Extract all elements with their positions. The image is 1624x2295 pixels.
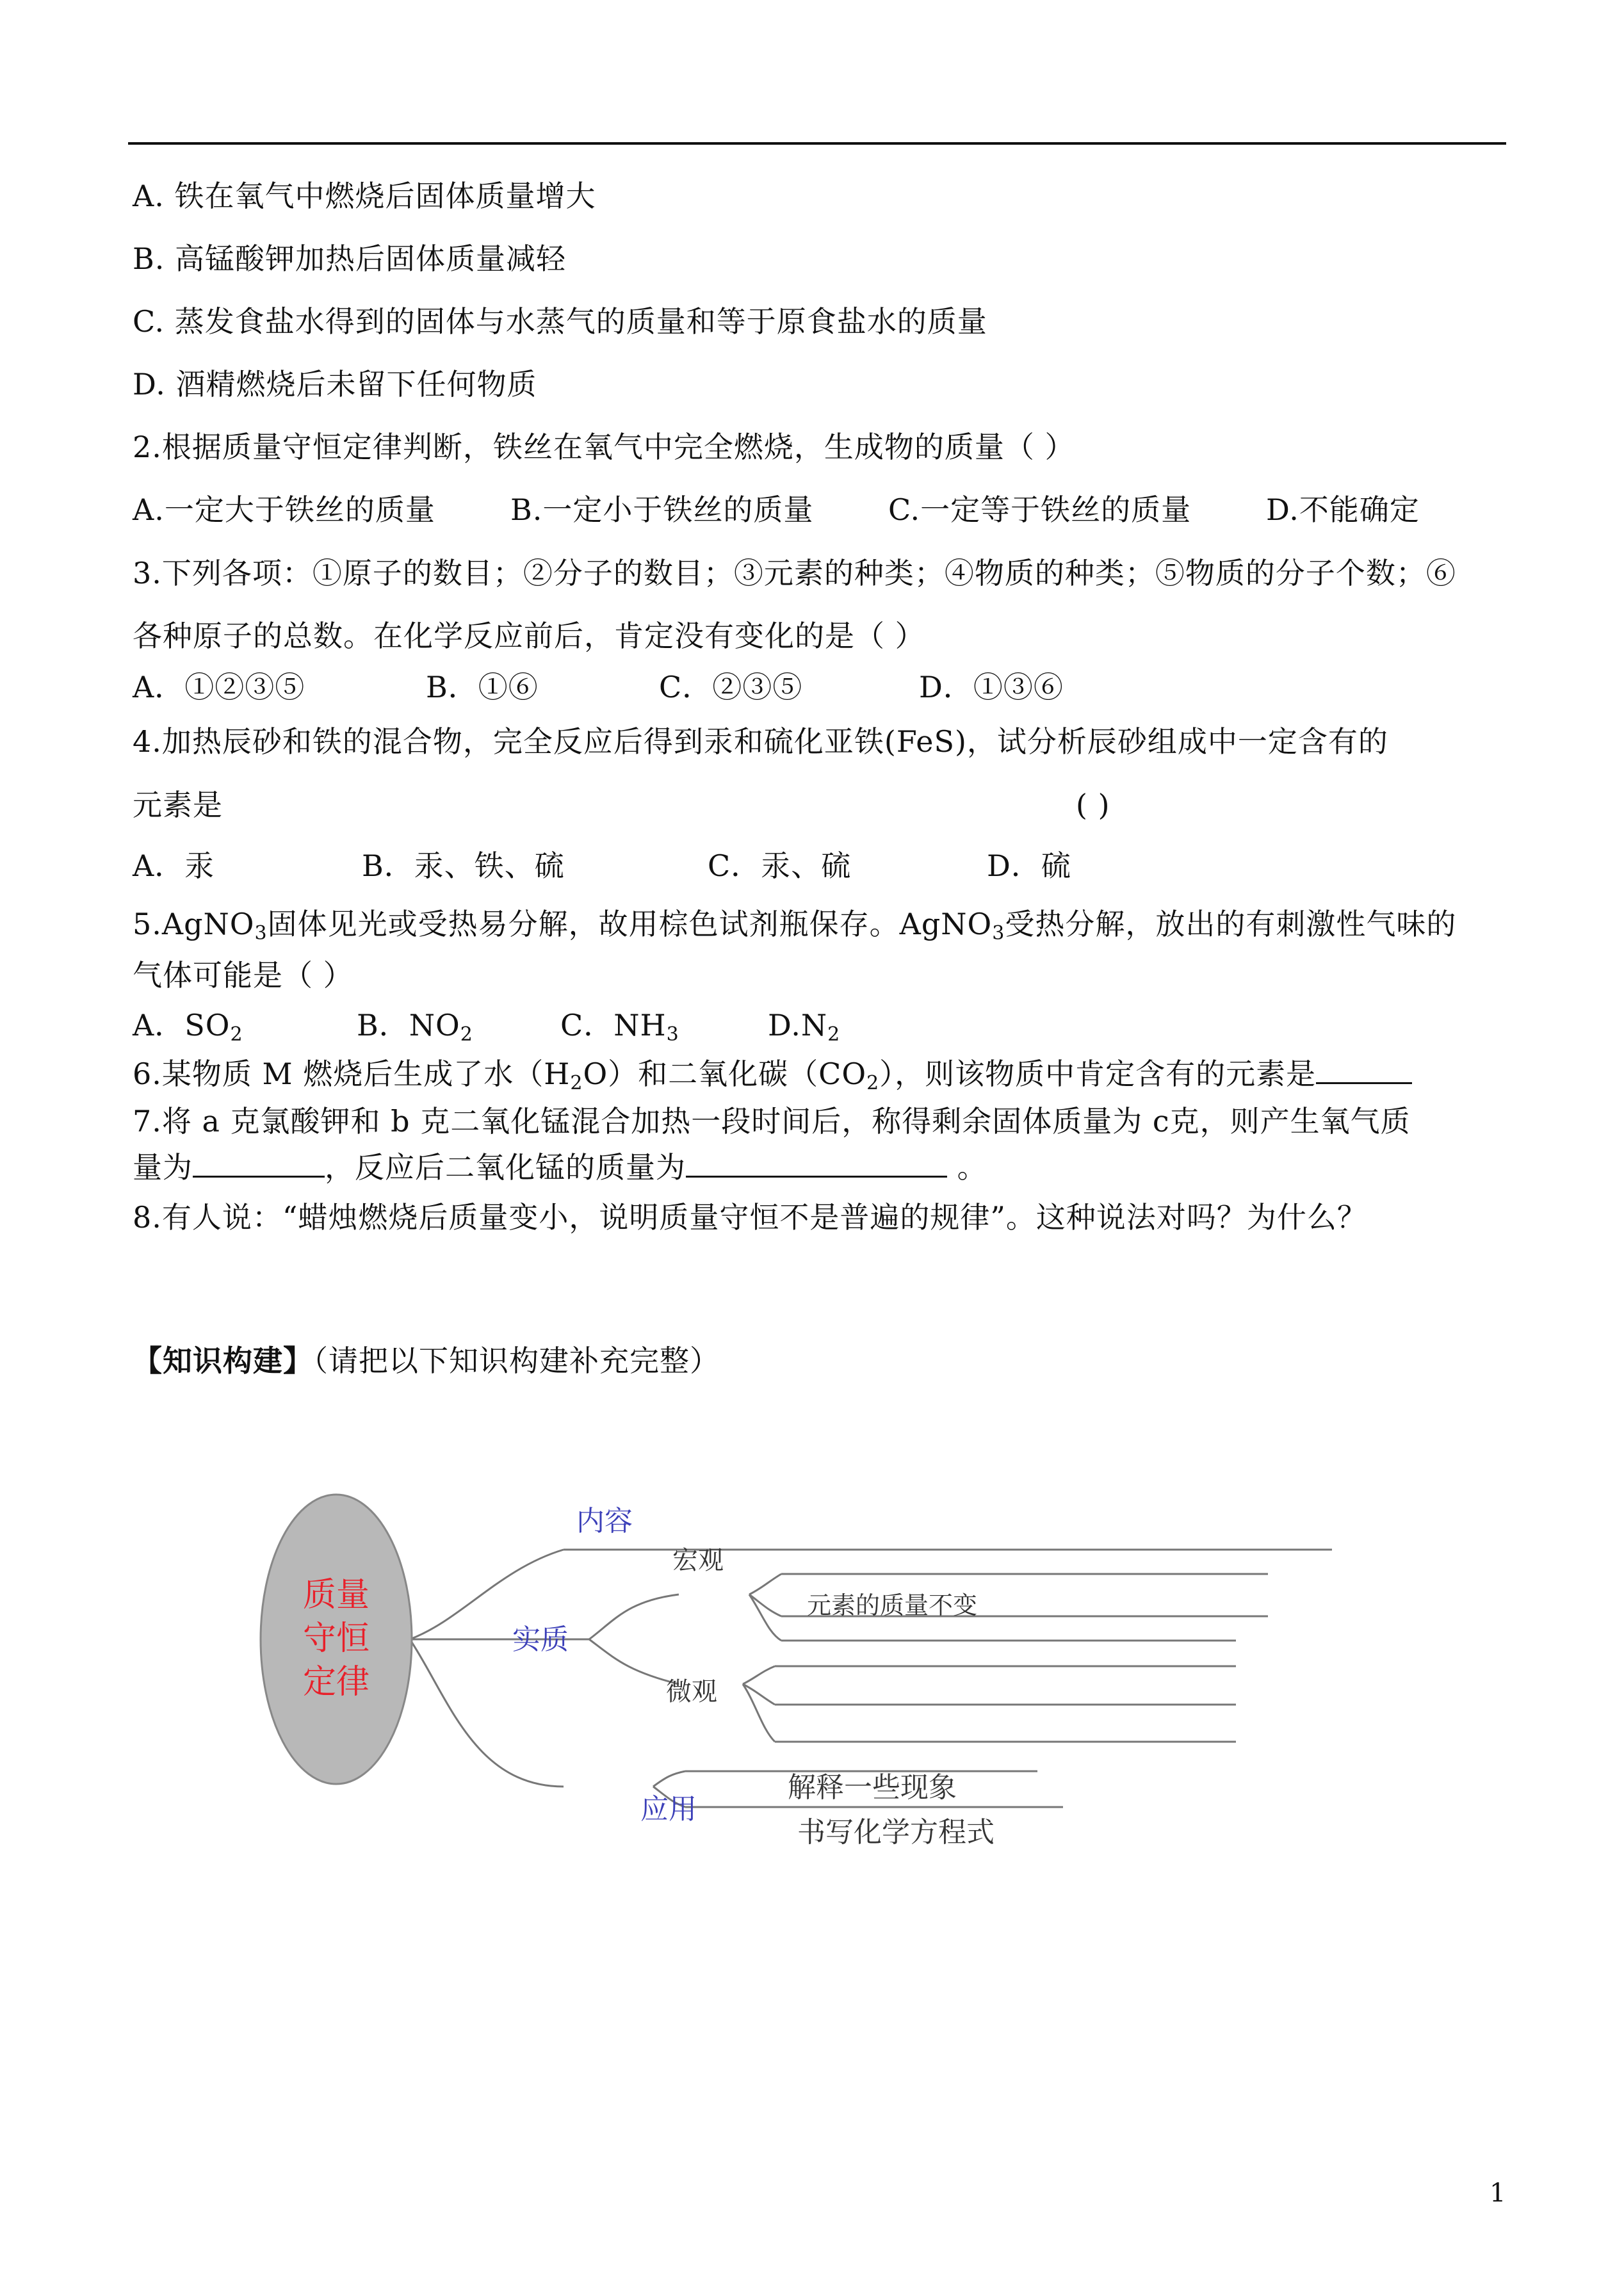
page-number: 1 xyxy=(1490,2178,1506,2208)
q4-answer-bracket: ( ) xyxy=(1076,788,1110,822)
q5-option-b: B．$NO_2$ xyxy=(357,1008,473,1046)
q5-stem-line2: 气体可能是（ ） xyxy=(133,958,353,993)
branch-line-micro xyxy=(589,1639,679,1684)
macro-item-label: 元素的质量不变 xyxy=(807,1591,978,1619)
center-label-line3: 定律 xyxy=(302,1663,370,1701)
branch-label-content: 内容 xyxy=(576,1505,633,1537)
center-label-line2: 守恒 xyxy=(302,1619,370,1658)
q4-option-d: D．硫 xyxy=(987,848,1071,883)
q3-stem-line1: 3.下列各项：①原子的数目；②分子的数目；③元素的种类；④物质的种类；⑤物质的分子个数；⑥ xyxy=(133,556,1456,590)
center-label-line1: 质量 xyxy=(302,1576,370,1614)
q4-stem-line2: 元素是 xyxy=(133,788,223,822)
q1-option-a: A. 铁在氧气中燃烧后固体质量增大 xyxy=(133,179,596,213)
q1-option-c: C. 蒸发食盐水得到的固体与水蒸气的质量和等于原食盐水的质量 xyxy=(133,304,987,339)
q4-stem-line1: 4.加热辰砂和铁的混合物，完全反应后得到汞和硫化亚铁(FeS)，试分析辰砂组成中一定含有的 xyxy=(133,724,1388,759)
q4-options xyxy=(133,847,1071,884)
header-rule xyxy=(128,142,1506,145)
q3-option-b: B．①⑥ xyxy=(426,670,539,704)
q4-option-b: B．汞、铁、硫 xyxy=(362,848,565,883)
q4-option-c: C．汞、硫 xyxy=(708,848,852,883)
q4-option-a: A．汞 xyxy=(133,848,215,883)
q3-stem-line2: 各种原子的总数。在化学反应前后，肯定没有变化的是（ ） xyxy=(133,619,925,653)
q5-option-c: C．$NH_3$ xyxy=(560,1008,679,1046)
q2-option-c: C.一定等于铁丝的质量 xyxy=(888,492,1192,527)
knowledge-heading: 【知识构建】（请把以下知识构建补充完整） xyxy=(133,1343,720,1378)
q5-formula-2: AgNO xyxy=(899,907,993,941)
q5-formula-2-sub: 3 xyxy=(992,922,1005,945)
q7-mno2-blank[interactable] xyxy=(686,1148,947,1178)
q5-option-d: $D.N_2$ xyxy=(768,1008,841,1046)
q7-stem-line1: 7.将 a 克氯酸钾和 b 克二氧化锰混合加热一段时间后，称得剩余固体质量为 c克，则产生氧气质 xyxy=(133,1104,1411,1139)
q2-option-d: D.不能确定 xyxy=(1266,492,1420,527)
q7-stem-line2: 量为 ，反应后二氧化锰的质量为 。 xyxy=(133,1148,987,1186)
branch-line-application xyxy=(410,1639,564,1787)
q5-options xyxy=(133,1007,840,1044)
q2-stem: 2.根据质量守恒定律判断，铁丝在氧气中完全燃烧，生成物的质量（ ） xyxy=(133,430,1075,464)
branch-label-application: 应用 xyxy=(640,1793,697,1826)
q5-number: 5. xyxy=(133,907,162,941)
application-item-2: 书写化学方程式 xyxy=(797,1816,995,1849)
q5-text-1: 固体见光或受热易分解，故用棕色试剂瓶保存。 xyxy=(267,907,900,941)
q3-option-c: C．②③⑤ xyxy=(659,670,803,704)
sub-label-macro: 宏观 xyxy=(672,1546,724,1575)
q3-option-a: A．①②③⑤ xyxy=(133,670,305,704)
q5-option-a: A．$SO_2$ xyxy=(133,1008,243,1046)
sub-label-micro: 微观 xyxy=(666,1677,717,1707)
q5-stem-line1 xyxy=(133,905,1456,943)
q2-option-a: A.一定大于铁丝的质量 xyxy=(133,492,435,527)
q1-option-d: D. 酒精燃烧后未留下任何物质 xyxy=(133,367,537,401)
q8-stem: 8.有人说：“蜡烛燃烧后质量变小，说明质量守恒不是普遍的规律”。这种说法对吗？为什么？ xyxy=(133,1200,1367,1235)
q5-formula-1-sub: 3 xyxy=(254,922,268,945)
q5-formula-1: AgNO xyxy=(161,907,255,941)
branch-label-essence: 实质 xyxy=(512,1623,569,1656)
q3-options xyxy=(133,669,1064,706)
q3-option-d: D．①③⑥ xyxy=(919,670,1064,704)
q5-text-2: 受热分解，放出的有刺激性气味的 xyxy=(1005,907,1457,941)
q7-oxygen-blank[interactable] xyxy=(193,1148,325,1178)
q6-stem: 6.某物质 M 燃烧后生成了水$(H_2O)$和二氧化碳$(CO_2)$，则该物质中肯定含有的元素是 xyxy=(133,1054,1412,1092)
application-item-1: 解释一些现象 xyxy=(788,1771,957,1804)
q2-options xyxy=(133,491,1420,528)
q2-option-b: B.一定小于铁丝的质量 xyxy=(510,492,814,527)
q6-answer-blank[interactable] xyxy=(1316,1054,1412,1084)
knowledge-mindmap xyxy=(256,1428,1358,1876)
branch-line-macro xyxy=(589,1594,679,1639)
q1-option-b: B. 高锰酸钾加热后固体质量减轻 xyxy=(133,241,567,276)
